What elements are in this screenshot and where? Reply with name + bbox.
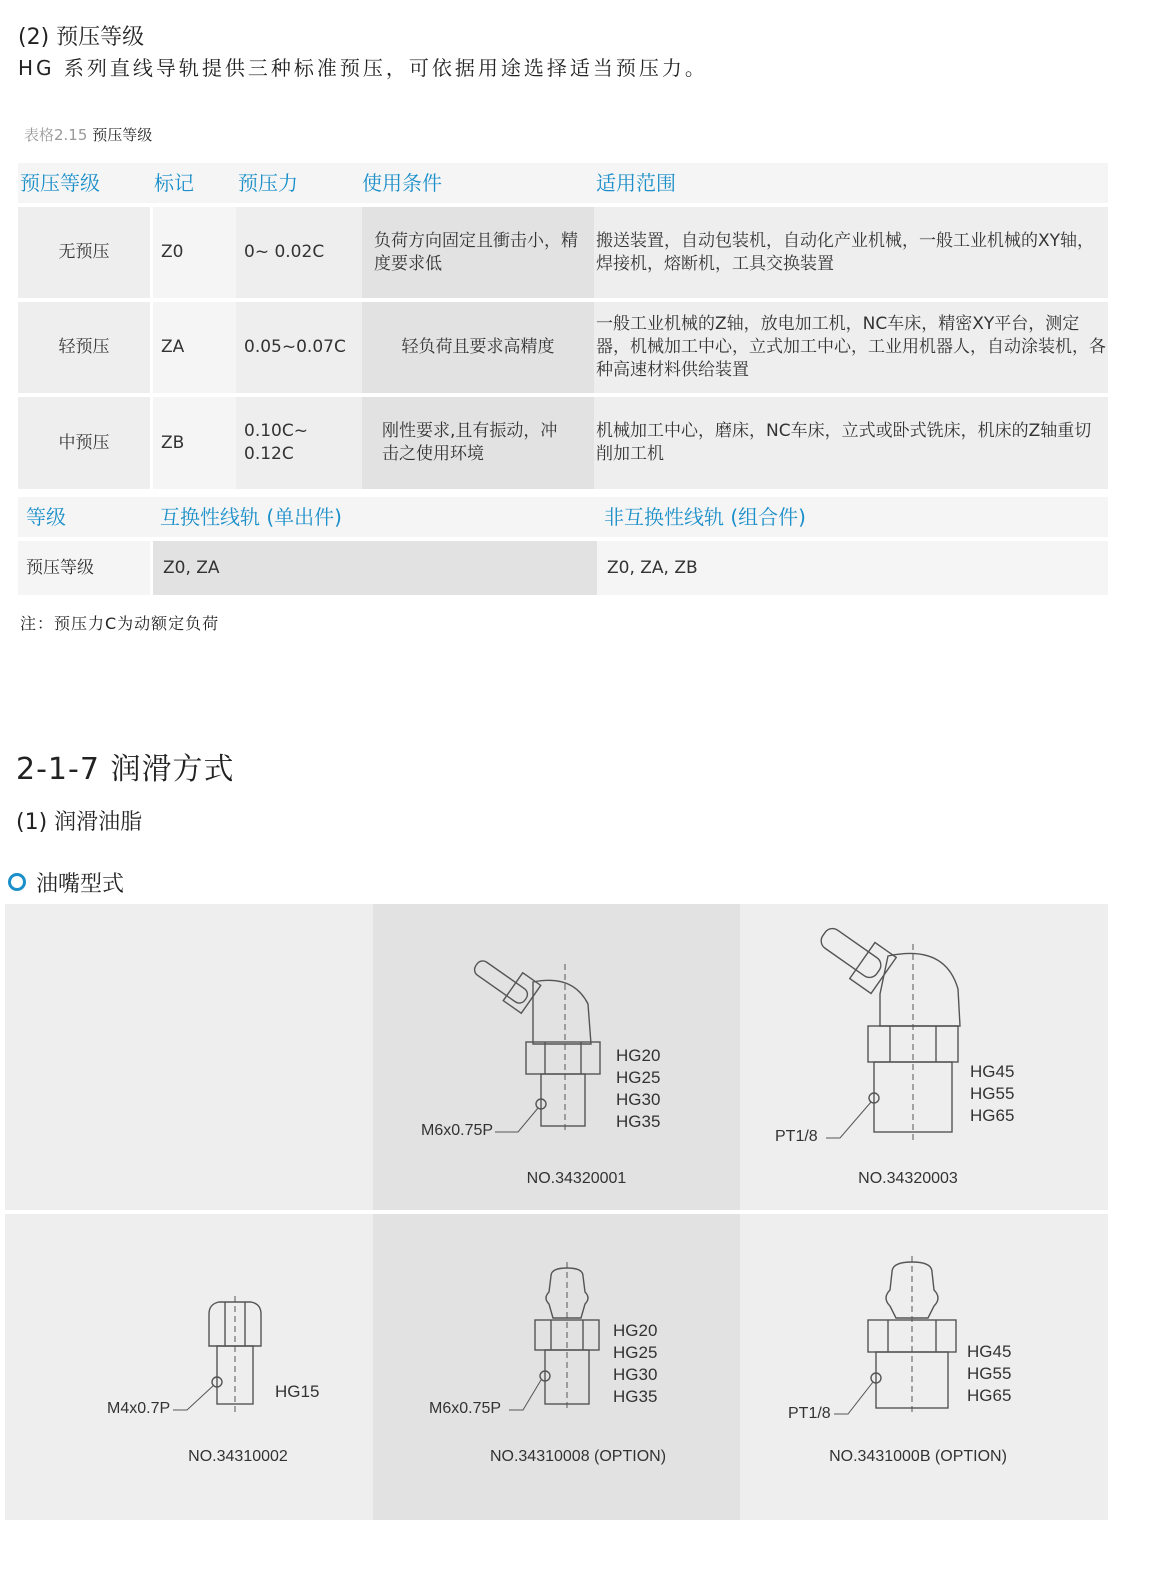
row1-force: 0~ 0.02C <box>236 207 362 298</box>
row2-condition: 轻负荷且要求高精度 <box>362 302 594 393</box>
model-4-3: HG35 <box>613 1387 658 1406</box>
part-number-1: NO.34320001 <box>526 1170 627 1187</box>
thread-label-4: M6x0.75P <box>429 1400 502 1417</box>
part-number-5: NO.3431000B (OPTION) <box>829 1448 1007 1465</box>
header-preload-level: 预压等级 <box>20 170 100 195</box>
model-5-0: HG45 <box>967 1342 1012 1361</box>
grade-header-level: 等级 <box>26 504 66 529</box>
model-list-1 <box>616 1045 660 1133</box>
model-list-3 <box>275 1381 319 1403</box>
nipple-card-1 <box>373 904 740 1210</box>
header-force: 预压力 <box>238 170 298 195</box>
row1-level: 无预压 <box>18 207 150 298</box>
row3-force: 0.10C~ 0.12C <box>236 397 362 489</box>
panel-empty <box>5 904 373 1210</box>
straight-grease-nipple-icon <box>373 1214 740 1520</box>
part-number-4: NO.34310008 (OPTION) <box>489 1448 667 1465</box>
model-list-5 <box>967 1341 1011 1407</box>
part-number-2: NO.34320003 <box>858 1170 958 1187</box>
elbow-grease-nipple-icon <box>740 904 1108 1210</box>
row1-condition: 负荷方向固定且衝击小，精度要求低 <box>362 207 594 298</box>
thread-label-5: PT1/8 <box>788 1405 831 1422</box>
nipple-card-2 <box>740 904 1108 1210</box>
table-caption-prefix: 表格2.15 <box>24 126 88 144</box>
grade-row-non-interchangeable: Z0, ZA, ZB <box>597 541 1108 595</box>
row3-mark: ZB <box>153 397 236 489</box>
model-5-2: HG65 <box>967 1386 1012 1405</box>
nipple-card-3 <box>5 1214 373 1520</box>
section-intro: HG 系列直线导轨提供三种标准预压，可依据用途选择适当预压力。 <box>18 56 708 80</box>
elbow-grease-nipple-icon <box>373 904 740 1210</box>
table-caption-title: 预压等级 <box>92 126 153 144</box>
row3-condition: 刚性要求,且有振动，冲击之使用环境 <box>362 397 594 489</box>
section-heading: (2) 预压等级 <box>18 25 145 50</box>
model-1-0: HG20 <box>616 1046 661 1065</box>
nipple-card-5 <box>740 1214 1108 1520</box>
thread-label-2: PT1/8 <box>775 1128 818 1145</box>
header-scope: 适用范围 <box>596 170 676 195</box>
grade-row-label: 预压等级 <box>18 541 150 595</box>
row2-scope: 一般工业机械的Z轴，放电加工机，NC车床，精密XY平台，测定器，机械加工中心，立式加工中心，工业用机器人，自动涂装机，各种高速材料供给装置 <box>594 302 1108 393</box>
straight-grease-nipple-icon <box>5 1214 373 1520</box>
model-3-0: HG15 <box>275 1382 320 1401</box>
bullet-ring-icon <box>8 873 26 891</box>
thread-label-1: M6x0.75P <box>421 1122 494 1139</box>
grade-header-interchangeable: 互换性线轨 (单出件) <box>160 504 342 529</box>
header-mark: 标记 <box>154 170 194 195</box>
row2-mark: ZA <box>153 302 236 393</box>
row1-mark: Z0 <box>153 207 236 298</box>
row1-scope: 搬送装置，自动包装机，自动化产业机械，一般工业机械的XY轴，焊接机，熔断机，工具交换装置 <box>594 207 1108 298</box>
row3-scope: 机械加工中心，磨床，NC车床，立式或卧式铣床，机床的Z轴重切削加工机 <box>594 397 1108 489</box>
model-list-4 <box>613 1320 657 1408</box>
model-list-2 <box>970 1061 1014 1127</box>
model-5-1: HG55 <box>967 1364 1012 1383</box>
model-2-2: HG65 <box>970 1106 1015 1125</box>
part-number-3: NO.34310002 <box>188 1448 288 1465</box>
lubrication-title: 2-1-7 润滑方式 <box>16 752 235 787</box>
grade-header-non-interchangeable: 非互换性线轨 (组合件) <box>604 504 806 529</box>
thread-label-3: M4x0.7P <box>107 1400 171 1417</box>
header-condition: 使用条件 <box>362 170 442 195</box>
row2-force: 0.05~0.07C <box>236 302 362 393</box>
nipple-type-heading: 油嘴型式 <box>36 872 125 897</box>
model-4-1: HG25 <box>613 1343 658 1362</box>
model-2-0: HG45 <box>970 1062 1015 1081</box>
lubrication-subtitle: (1) 润滑油脂 <box>16 810 143 835</box>
row2-level: 轻预压 <box>18 302 150 393</box>
model-1-1: HG25 <box>616 1068 661 1087</box>
model-1-2: HG30 <box>616 1090 661 1109</box>
nipple-card-4 <box>373 1214 740 1520</box>
row3-level: 中预压 <box>18 397 150 489</box>
model-4-2: HG30 <box>613 1365 658 1384</box>
model-2-1: HG55 <box>970 1084 1015 1103</box>
straight-grease-nipple-icon <box>740 1214 1108 1520</box>
grade-row-interchangeable: Z0, ZA <box>153 541 597 595</box>
model-1-3: HG35 <box>616 1112 661 1131</box>
model-4-0: HG20 <box>613 1321 658 1340</box>
table-note: 注：预压力C为动额定负荷 <box>20 614 220 633</box>
table-caption <box>24 124 152 145</box>
